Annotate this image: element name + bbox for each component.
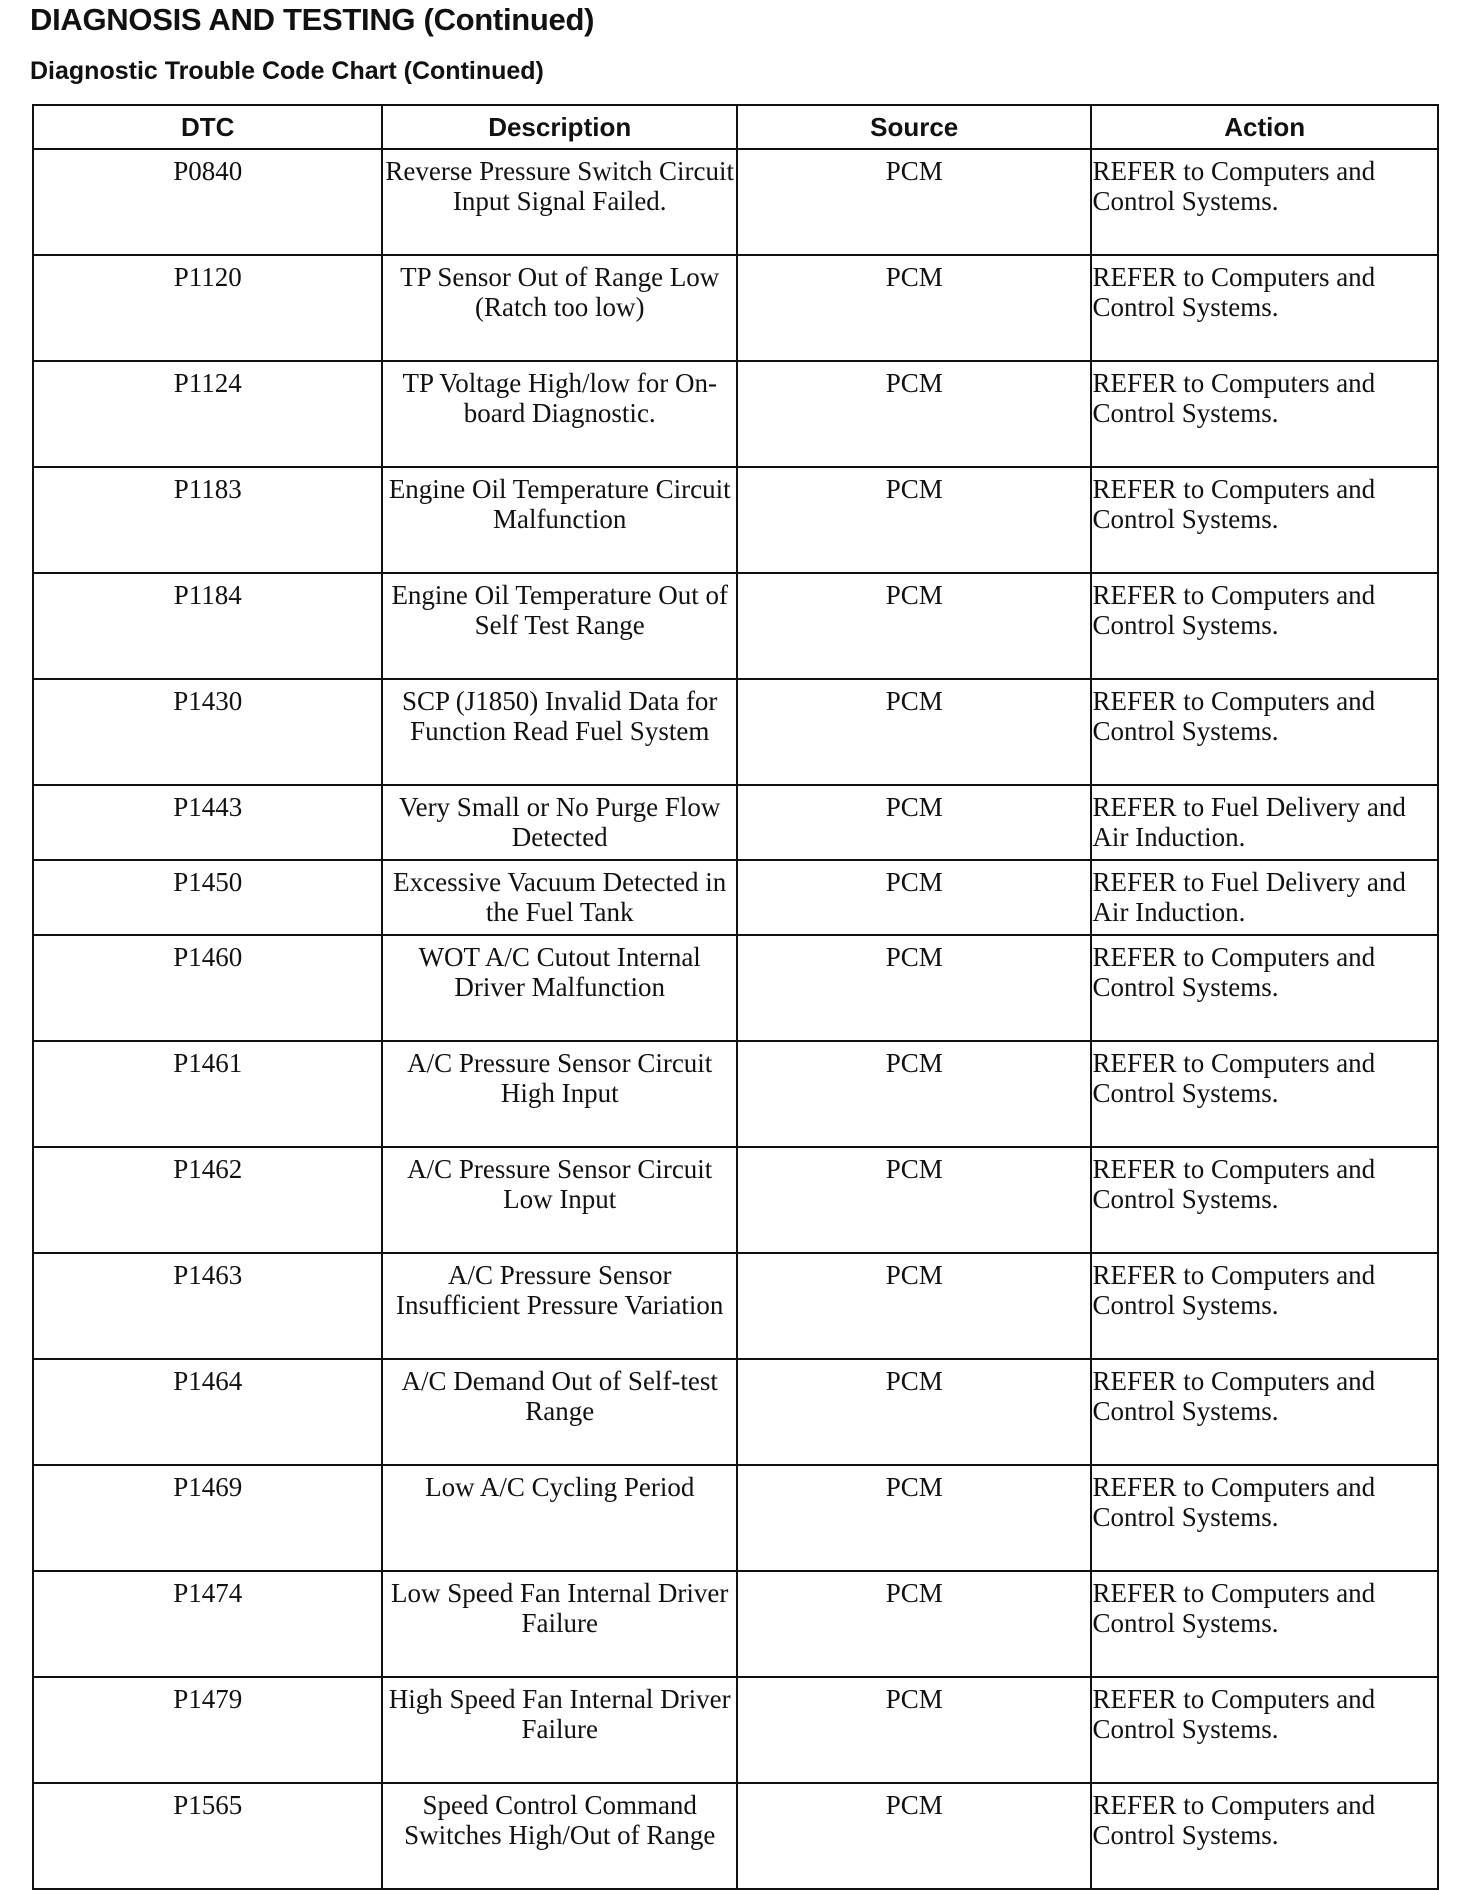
dtc-cell: P1464 (33, 1359, 382, 1465)
action-cell: REFER to Computers and Control Systems. (1091, 1147, 1438, 1253)
dtc-cell: P1474 (33, 1571, 382, 1677)
dtc-cell: P1430 (33, 679, 382, 785)
table-row (33, 1677, 1438, 1783)
action-cell: REFER to Computers and Control Systems. (1091, 1783, 1438, 1889)
table-row (33, 1253, 1438, 1359)
description-cell: TP Voltage High/low for On-board Diagnostic. (382, 361, 737, 467)
description-cell: A/C Demand Out of Self-test Range (382, 1359, 737, 1465)
description-cell: High Speed Fan Internal Driver Failure (382, 1677, 737, 1783)
action-cell: REFER to Computers and Control Systems. (1091, 149, 1438, 255)
column-header-dtc: DTC (33, 105, 382, 149)
action-cell: REFER to Computers and Control Systems. (1091, 467, 1438, 573)
description-cell: Engine Oil Temperature Out of Self Test Range (382, 573, 737, 679)
table-row (33, 255, 1438, 361)
dtc-cell: P1184 (33, 573, 382, 679)
action-cell: REFER to Computers and Control Systems. (1091, 1465, 1438, 1571)
source-cell: PCM (737, 255, 1091, 361)
table-row (33, 1147, 1438, 1253)
dtc-cell: P1469 (33, 1465, 382, 1571)
source-cell: PCM (737, 1253, 1091, 1359)
source-cell: PCM (737, 1571, 1091, 1677)
dtc-cell: P1443 (33, 785, 382, 860)
description-cell: Engine Oil Temperature Circuit Malfunction (382, 467, 737, 573)
description-cell: TP Sensor Out of Range Low (Ratch too low) (382, 255, 737, 361)
table-row (33, 860, 1438, 935)
dtc-cell: P1124 (33, 361, 382, 467)
table-header-row (33, 105, 1438, 149)
source-cell: PCM (737, 785, 1091, 860)
source-cell: PCM (737, 1359, 1091, 1465)
table-row (33, 935, 1438, 1041)
action-cell: REFER to Computers and Control Systems. (1091, 679, 1438, 785)
action-cell: REFER to Computers and Control Systems. (1091, 361, 1438, 467)
source-cell: PCM (737, 1465, 1091, 1571)
column-header-description: Description (382, 105, 737, 149)
action-cell: REFER to Computers and Control Systems. (1091, 935, 1438, 1041)
source-cell: PCM (737, 361, 1091, 467)
source-cell: PCM (737, 467, 1091, 573)
table-row (33, 573, 1438, 679)
source-cell: PCM (737, 149, 1091, 255)
action-cell: REFER to Fuel Delivery and Air Induction. (1091, 785, 1438, 860)
description-cell: WOT A/C Cutout Internal Driver Malfunction (382, 935, 737, 1041)
dtc-cell: P1450 (33, 860, 382, 935)
table-row (33, 1465, 1438, 1571)
table-row (33, 149, 1438, 255)
description-cell: Reverse Pressure Switch Circuit Input Signal Failed. (382, 149, 737, 255)
action-cell: REFER to Computers and Control Systems. (1091, 1253, 1438, 1359)
dtc-table (32, 104, 1439, 1890)
description-cell: SCP (J1850) Invalid Data for Function Read Fuel System (382, 679, 737, 785)
table-row (33, 785, 1438, 860)
source-cell: PCM (737, 573, 1091, 679)
page-title: DIAGNOSIS AND TESTING (Continued) (30, 2, 595, 37)
table-row (33, 467, 1438, 573)
action-cell: REFER to Computers and Control Systems. (1091, 1677, 1438, 1783)
description-cell: Very Small or No Purge Flow Detected (382, 785, 737, 860)
source-cell: PCM (737, 679, 1091, 785)
description-cell: A/C Pressure Sensor Circuit Low Input (382, 1147, 737, 1253)
dtc-cell: P1460 (33, 935, 382, 1041)
column-header-source: Source (737, 105, 1091, 149)
column-header-action: Action (1091, 105, 1438, 149)
table-row (33, 1571, 1438, 1677)
dtc-cell: P1461 (33, 1041, 382, 1147)
dtc-cell: P1462 (33, 1147, 382, 1253)
dtc-table-body (33, 149, 1438, 1889)
dtc-cell: P1463 (33, 1253, 382, 1359)
description-cell: A/C Pressure Sensor Insufficient Pressure Variation (382, 1253, 737, 1359)
table-row (33, 1783, 1438, 1889)
chart-subtitle: Diagnostic Trouble Code Chart (Continued) (30, 57, 544, 85)
source-cell: PCM (737, 1041, 1091, 1147)
action-cell: REFER to Computers and Control Systems. (1091, 1359, 1438, 1465)
description-cell: A/C Pressure Sensor Circuit High Input (382, 1041, 737, 1147)
action-cell: REFER to Computers and Control Systems. (1091, 1041, 1438, 1147)
action-cell: REFER to Computers and Control Systems. (1091, 1571, 1438, 1677)
source-cell: PCM (737, 860, 1091, 935)
table-row (33, 679, 1438, 785)
description-cell: Low Speed Fan Internal Driver Failure (382, 1571, 737, 1677)
table-row (33, 1041, 1438, 1147)
action-cell: REFER to Computers and Control Systems. (1091, 255, 1438, 361)
action-cell: REFER to Fuel Delivery and Air Induction. (1091, 860, 1438, 935)
dtc-cell: P1479 (33, 1677, 382, 1783)
dtc-cell: P1120 (33, 255, 382, 361)
dtc-cell: P1183 (33, 467, 382, 573)
table-row (33, 361, 1438, 467)
description-cell: Low A/C Cycling Period (382, 1465, 737, 1571)
source-cell: PCM (737, 1783, 1091, 1889)
dtc-cell: P1565 (33, 1783, 382, 1889)
source-cell: PCM (737, 1147, 1091, 1253)
action-cell: REFER to Computers and Control Systems. (1091, 573, 1438, 679)
source-cell: PCM (737, 1677, 1091, 1783)
source-cell: PCM (737, 935, 1091, 1041)
description-cell: Excessive Vacuum Detected in the Fuel Tank (382, 860, 737, 935)
description-cell: Speed Control Command Switches High/Out of Range (382, 1783, 737, 1889)
table-row (33, 1359, 1438, 1465)
dtc-cell: P0840 (33, 149, 382, 255)
